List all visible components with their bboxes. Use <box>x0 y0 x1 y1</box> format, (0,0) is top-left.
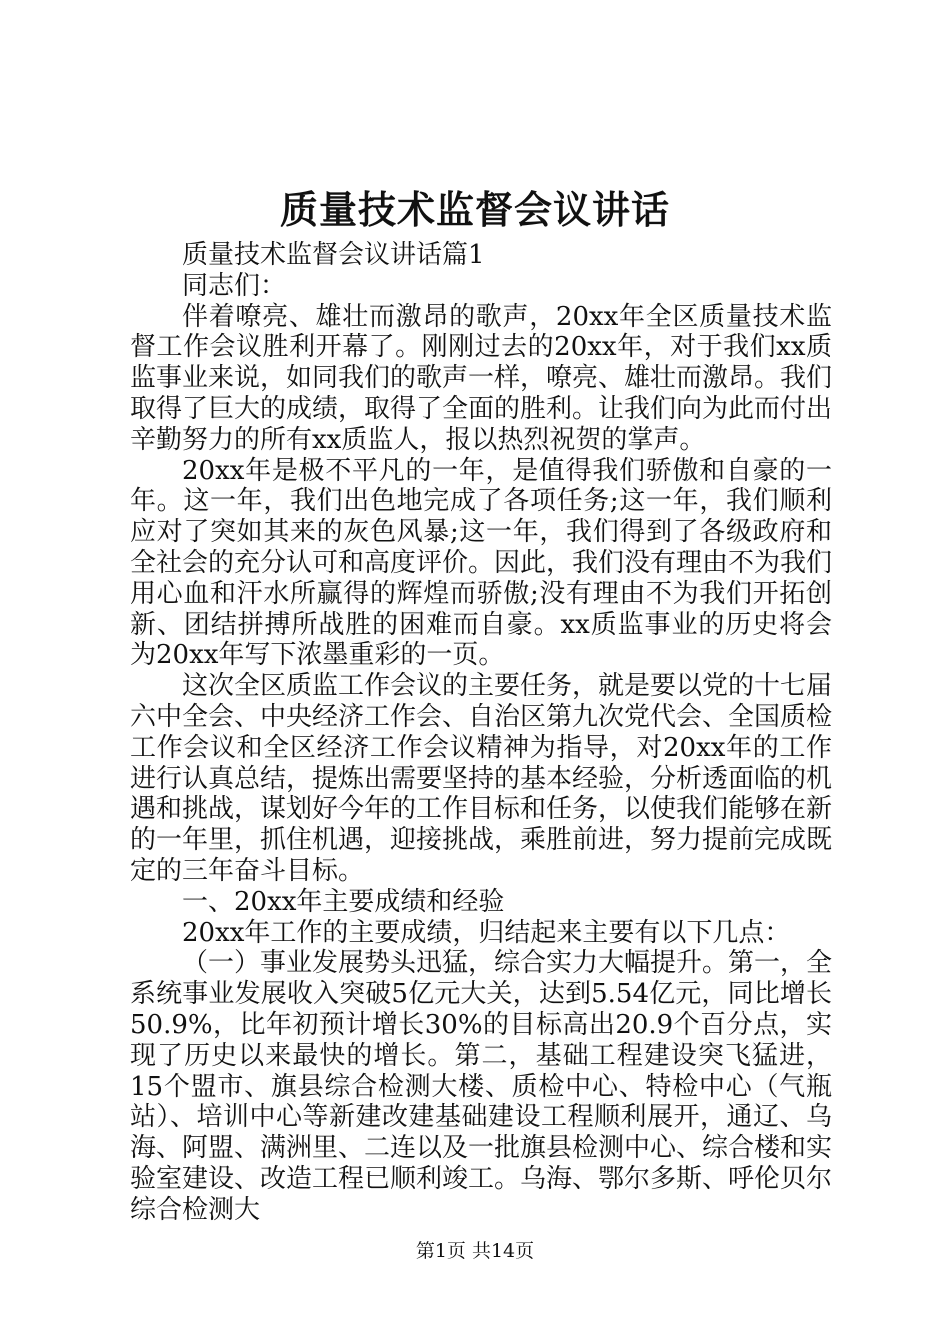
paragraph: 20xx年是极不平凡的一年，是值得我们骄傲和自豪的一年。这一年，我们出色地完成了各项任务;这一年，我们顺利应对了突如其来的灰色风暴;这一年，我们得到了各级政府和全社会的充分认可和高度评价。因此，我们没有理由不为我们用心血和汗水所赢得的辉煌而骄傲;没有理由不为我们开拓创新、团结拼搏所战胜的困难而自豪。xx质监事业的历史将会为20xx年写下浓墨重彩的一页。 <box>130 455 833 671</box>
paragraph: （一）事业发展势头迅猛，综合实力大幅提升。第一，全系统事业发展收入突破5亿元大关，达到5.54亿元，同比增长50.9%，比年初预计增长30%的目标高出20.9个百分点，实现了历史以来最快的增长。第二，基础工程建设突飞猛进，15个盟市、旗县综合检测大楼、质检中心、特检中心（气瓶站）、培训中心等新建改建基础建设工程顺利展开，通辽、乌海、阿盟、满洲里、二连以及一批旗县检测中心、综合楼和实验室建设、改造工程已顺利竣工。乌海、鄂尔多斯、呼伦贝尔综合检测大 <box>130 948 833 1225</box>
paragraph: 这次全区质监工作会议的主要任务，就是要以党的十七届六中全会、中央经济工作会、自治区第九次党代会、全国质检工作会议和全区经济工作会议精神为指导，对20xx年的工作进行认真总结，提炼出需要坚持的基本经验，分析透面临的机遇和挑战，谋划好今年的工作目标和任务，以使我们能够在新的一年里，抓住机遇，迎接挑战，乘胜前进，努力提前完成既定的三年奋斗目标。 <box>130 671 833 886</box>
paragraph: 伴着嘹亮、雄壮而激昂的歌声，20xx年全区质量技术监督工作会议胜利开幕了。刚刚过去的20xx年，对于我们xx质监事业来说，如同我们的歌声一样，嘹亮、雄壮而激昂。我们取得了巨大的成绩，取得了全面的胜利。让我们向为此而付出辛勤努力的所有xx质监人，报以热烈祝贺的掌声。 <box>130 301 833 455</box>
page-footer: 第1页 共14页 <box>415 1240 535 1262</box>
section-heading: 质量技术监督会议讲话篇1 <box>182 240 485 270</box>
salutation: 同志们： <box>182 270 287 301</box>
paragraph: 20xx年工作的主要成绩，归结起来主要有以下几点： <box>182 917 791 948</box>
document-title: 质量技术监督会议讲话 <box>279 187 670 232</box>
document-body <box>130 240 832 1226</box>
section-heading: 一、20xx年主要成绩和经验 <box>182 886 505 917</box>
